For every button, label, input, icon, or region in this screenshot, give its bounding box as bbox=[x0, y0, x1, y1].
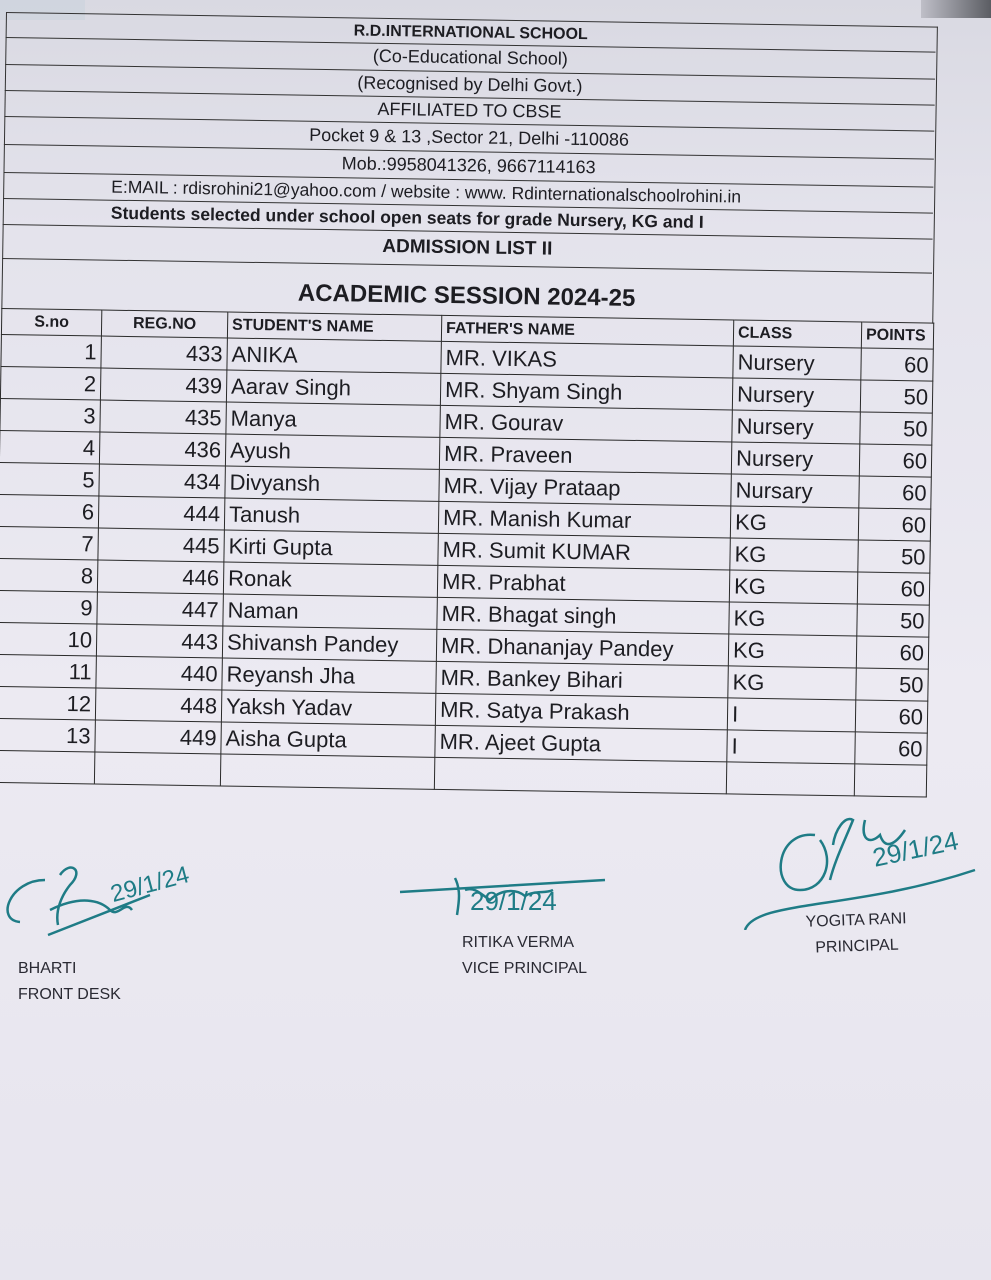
cell-father-name: MR. Praveen bbox=[439, 437, 731, 474]
cell-sno: 9 bbox=[0, 590, 97, 624]
cell-father-name: MR. Prabhat bbox=[437, 565, 729, 602]
front-desk-date: 29/1/24 bbox=[107, 861, 193, 908]
cell-points: 60 bbox=[855, 732, 927, 765]
cell-regno: 446 bbox=[97, 560, 223, 594]
cell-points: 60 bbox=[859, 444, 931, 477]
cell-regno: 440 bbox=[96, 656, 222, 690]
cell-regno: 443 bbox=[96, 624, 222, 658]
cell-sno: 3 bbox=[0, 398, 100, 432]
vice-principal-role: VICE PRINCIPAL bbox=[462, 960, 588, 977]
principal-date: 29/1/24 bbox=[869, 825, 961, 873]
cell-father-name: MR. Manish Kumar bbox=[438, 501, 730, 538]
cell-empty bbox=[220, 754, 434, 789]
cell-sno: 10 bbox=[0, 622, 97, 656]
cell-points: 60 bbox=[858, 508, 930, 541]
list-title: ADMISSION LIST II bbox=[2, 224, 932, 274]
header-student-name: STUDENT'S NAME bbox=[227, 312, 441, 341]
cell-sno: 11 bbox=[0, 654, 96, 688]
cell-father-name: MR. Shyam Singh bbox=[440, 373, 732, 410]
cell-points: 50 bbox=[857, 604, 929, 637]
cell-regno: 439 bbox=[100, 368, 226, 402]
cell-student-name: Ayush bbox=[225, 434, 439, 469]
cell-class: KG bbox=[730, 506, 858, 540]
session-title: ACADEMIC SESSION 2024-25 bbox=[297, 279, 636, 312]
cell-class: I bbox=[727, 698, 855, 732]
school-name: R.D.INTERNATIONAL SCHOOL bbox=[6, 12, 936, 53]
cell-student-name: Divyansh bbox=[225, 466, 439, 501]
cell-points: 50 bbox=[858, 540, 930, 573]
principal-name: YOGITA RANI bbox=[805, 910, 907, 931]
cell-sno: 7 bbox=[0, 526, 98, 560]
cell-sno: 1 bbox=[1, 334, 101, 368]
cell-points: 50 bbox=[860, 412, 932, 445]
admission-sheet bbox=[0, 12, 946, 842]
cell-student-name: Naman bbox=[223, 594, 437, 629]
cell-student-name: Ronak bbox=[223, 562, 437, 597]
school-address: Pocket 9 & 13 ,Sector 21, Delhi -110086 bbox=[4, 116, 934, 160]
cell-sno: 5 bbox=[0, 462, 99, 496]
cell-sno: 12 bbox=[0, 686, 96, 720]
cell-points: 60 bbox=[861, 348, 933, 381]
front-desk-role: FRONT DESK bbox=[18, 986, 121, 1003]
cell-points: 50 bbox=[860, 380, 932, 413]
admission-table bbox=[0, 308, 934, 798]
school-recognition: (Recognised by Delhi Govt.) bbox=[5, 64, 935, 106]
cell-empty bbox=[434, 757, 726, 794]
principal-block bbox=[805, 906, 908, 961]
cell-empty bbox=[0, 750, 95, 784]
cell-student-name: Aisha Gupta bbox=[221, 722, 435, 757]
vice-principal-name: RITIKA VERMA bbox=[462, 934, 575, 951]
cell-father-name: MR. Vijay Prataap bbox=[439, 469, 731, 506]
cell-student-name: Shivansh Pandey bbox=[222, 626, 436, 661]
cell-regno: 433 bbox=[101, 336, 227, 370]
cell-student-name: Aarav Singh bbox=[226, 370, 440, 405]
cell-class: I bbox=[727, 730, 855, 764]
cell-regno: 435 bbox=[100, 400, 226, 434]
cell-points: 60 bbox=[856, 636, 928, 669]
cell-class: KG bbox=[728, 634, 856, 668]
cell-sno: 2 bbox=[0, 366, 100, 400]
corner-shadow bbox=[921, 0, 991, 18]
cell-father-name: MR. Ajeet Gupta bbox=[435, 725, 727, 762]
vice-principal-block bbox=[462, 930, 587, 982]
school-affiliation: AFFILIATED TO CBSE bbox=[4, 90, 934, 132]
cell-father-name: MR. Dhananjay Pandey bbox=[436, 629, 728, 666]
front-desk-name: BHARTI bbox=[18, 960, 77, 977]
cell-class: KG bbox=[728, 666, 856, 700]
cell-student-name: ANIKA bbox=[227, 338, 441, 373]
header-regno: REG.NO bbox=[101, 310, 227, 338]
cell-father-name: MR. Bankey Bihari bbox=[436, 661, 728, 698]
cell-points: 60 bbox=[859, 476, 931, 509]
cell-student-name: Tanush bbox=[224, 498, 438, 533]
cell-points: 60 bbox=[857, 572, 929, 605]
school-email-website: E:MAIL : rdisrohini21@yahoo.com / website : www. Rdinternationalschoolrohini.in bbox=[3, 172, 933, 214]
principal-role: PRINCIPAL bbox=[815, 936, 899, 957]
cell-regno: 434 bbox=[99, 464, 225, 498]
cell-student-name: Kirti Gupta bbox=[224, 530, 438, 565]
school-type: (Co-Educational School) bbox=[5, 37, 935, 80]
header-father-name: FATHER'S NAME bbox=[441, 315, 733, 346]
cell-sno: 6 bbox=[0, 494, 99, 528]
header-class: CLASS bbox=[733, 320, 861, 348]
cell-student-name: Yaksh Yadav bbox=[221, 690, 435, 725]
cell-regno: 444 bbox=[98, 496, 224, 530]
cell-father-name: MR. Sumit KUMAR bbox=[438, 533, 730, 570]
cell-regno: 449 bbox=[95, 720, 221, 754]
cell-student-name: Manya bbox=[226, 402, 440, 437]
cell-empty bbox=[94, 752, 220, 786]
cell-class: Nursery bbox=[731, 442, 859, 476]
selection-notice: Students selected under school open seats for grade Nursery, KG and I bbox=[3, 198, 933, 240]
cell-class: Nursery bbox=[732, 378, 860, 412]
cell-class: KG bbox=[729, 602, 857, 636]
cell-points: 50 bbox=[856, 668, 928, 701]
cell-father-name: MR. Bhagat singh bbox=[437, 597, 729, 634]
header-sno: S.no bbox=[1, 308, 101, 336]
cell-father-name: MR. Satya Prakash bbox=[435, 693, 727, 730]
vice-principal-date: 29/1/24 bbox=[470, 886, 557, 916]
cell-student-name: Reyansh Jha bbox=[222, 658, 436, 693]
cell-father-name: MR. VIKAS bbox=[441, 341, 733, 378]
cell-regno: 448 bbox=[95, 688, 221, 722]
cell-class: Nursary bbox=[731, 474, 859, 508]
cell-class: KG bbox=[729, 570, 857, 604]
cell-points: 60 bbox=[855, 700, 927, 733]
school-mobile: Mob.:9958041326, 9667114163 bbox=[3, 144, 933, 188]
cell-father-name: MR. Gourav bbox=[440, 405, 732, 442]
header-points: POINTS bbox=[861, 322, 933, 349]
cell-regno: 447 bbox=[97, 592, 223, 626]
cell-class: Nursery bbox=[733, 346, 861, 380]
cell-sno: 13 bbox=[0, 718, 95, 752]
cell-regno: 445 bbox=[98, 528, 224, 562]
front-desk-block bbox=[18, 956, 121, 1008]
cell-regno: 436 bbox=[99, 432, 225, 466]
cell-sno: 4 bbox=[0, 430, 100, 464]
cell-sno: 8 bbox=[0, 558, 98, 592]
cell-class: KG bbox=[730, 538, 858, 572]
cell-class: Nursery bbox=[732, 410, 860, 444]
